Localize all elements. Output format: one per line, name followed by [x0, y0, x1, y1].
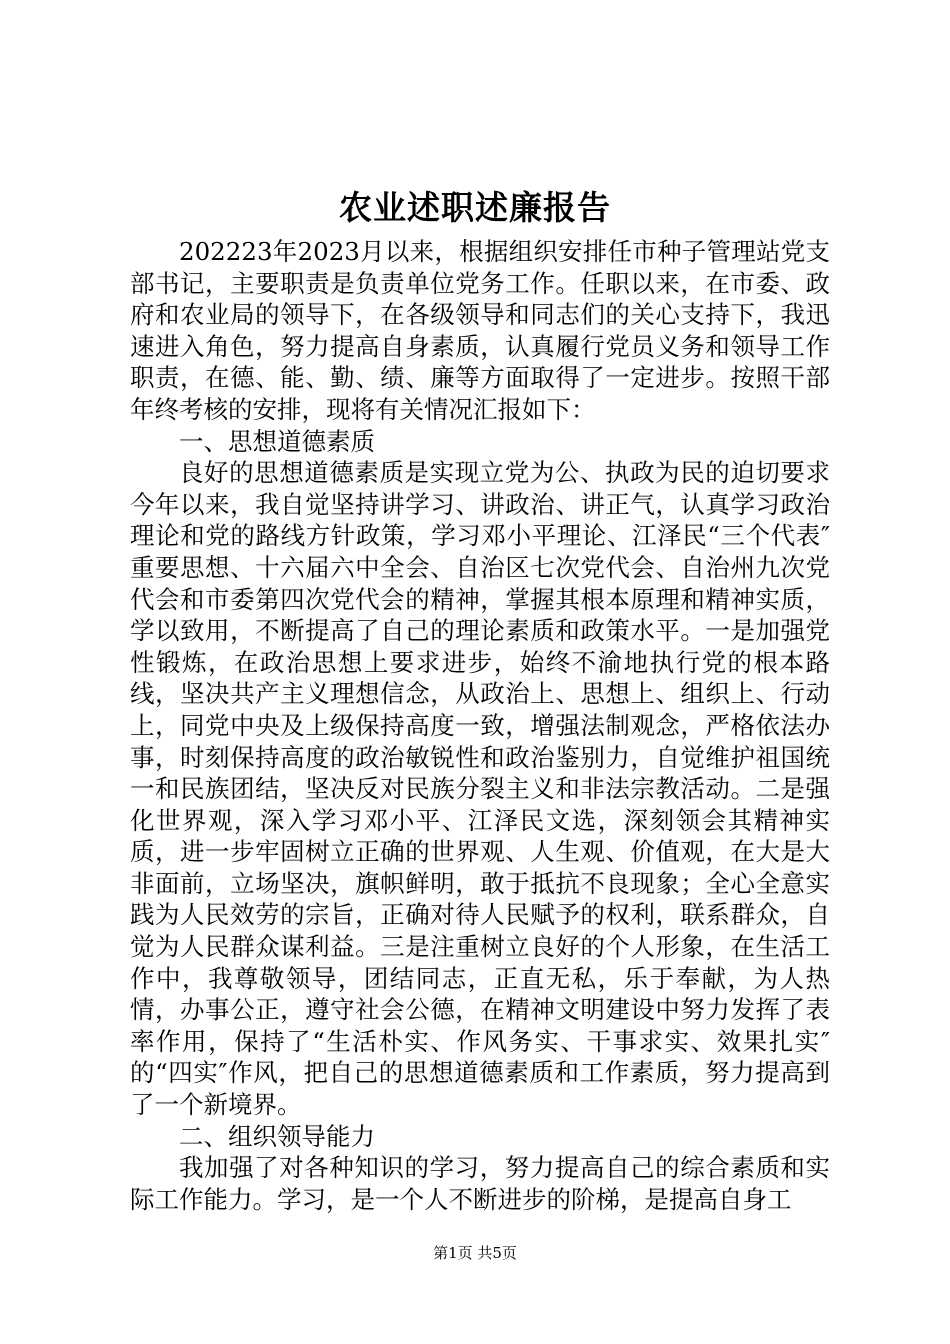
- paragraph-leadership: 我加强了对各种知识的学习，努力提高自己的综合素质和实际工作能力。学习，是一个人不断进步的阶梯，是提高自身工: [130, 1153, 830, 1214]
- document-body: [130, 236, 830, 1215]
- paragraph-ideology: 良好的思想道德素质是实现立党为公、执政为民的迫切要求今年以来，我自觉坚持讲学习、讲政治、讲正气，认真学习政治理论和党的路线方针政策，学习邓小平理论、江泽民“三个代表″重要思想、十六届六中全会、自治区七次党代会、自治州九次党代会和市委第四次党代会的精神，掌握其根本原理和精神实质，学以致用，不断提高了自己的理论素质和政策水平。一是加强党性锻炼，在政治思想上要求进步，始终不渝地执行党的根本路线，坚决共产主义理想信念，从政治上、思想上、组织上、行动上，同党中央及上级保持高度一致，增强法制观念，严格依法办事，时刻保持高度的政治敏锐性和政治鉴别力，自觉维护祖国统一和民族团结，坚决反对民族分裂主义和非法宗教活动。二是强化世界观，深入学习邓小平、江泽民文选，深刻领会其精神实质，进一步牢固树立正确的世界观、人生观、价值观，在大是大非面前，立场坚决，旗帜鲜明，敢于抵抗不良现象；全心全意实践为人民效劳的宗旨，正确对待人民赋予的权利，联系群众，自觉为人民群众谋利益。三是注重树立良好的个人形象，在生活工作中，我尊敬领导，团结同志，正直无私，乐于奉献，为人热情，办事公正，遵守社会公德，在精神文明建设中努力发挥了表率作用，保持了“生活朴实、作风务实、干事求实、效果扎实″的“四实″作风，把自己的思想道德素质和工作素质，努力提高到了一个新境界。: [130, 458, 830, 1120]
- page-footer: 第1页 共5页: [433, 1244, 517, 1262]
- paragraph-intro: 202223年2023月以来，根据组织安排任市种子管理站党支部书记，主要职责是负责单位党务工作。任职以来，在市委、政府和农业局的领导下，在各级领导和同志们的关心支持下，我迅速进入角色，努力提高自身素质，认真履行党员义务和领导工作职责，在德、能、勤、绩、廉等方面取得了一定进步。按照干部年终考核的安排，现将有关情况汇报如下：: [130, 237, 830, 424]
- document-title: 农业述职述廉报告: [339, 188, 611, 227]
- section-heading-2: 二、组织领导能力: [179, 1121, 375, 1151]
- section-heading-1: 一、思想道德素质: [179, 426, 375, 456]
